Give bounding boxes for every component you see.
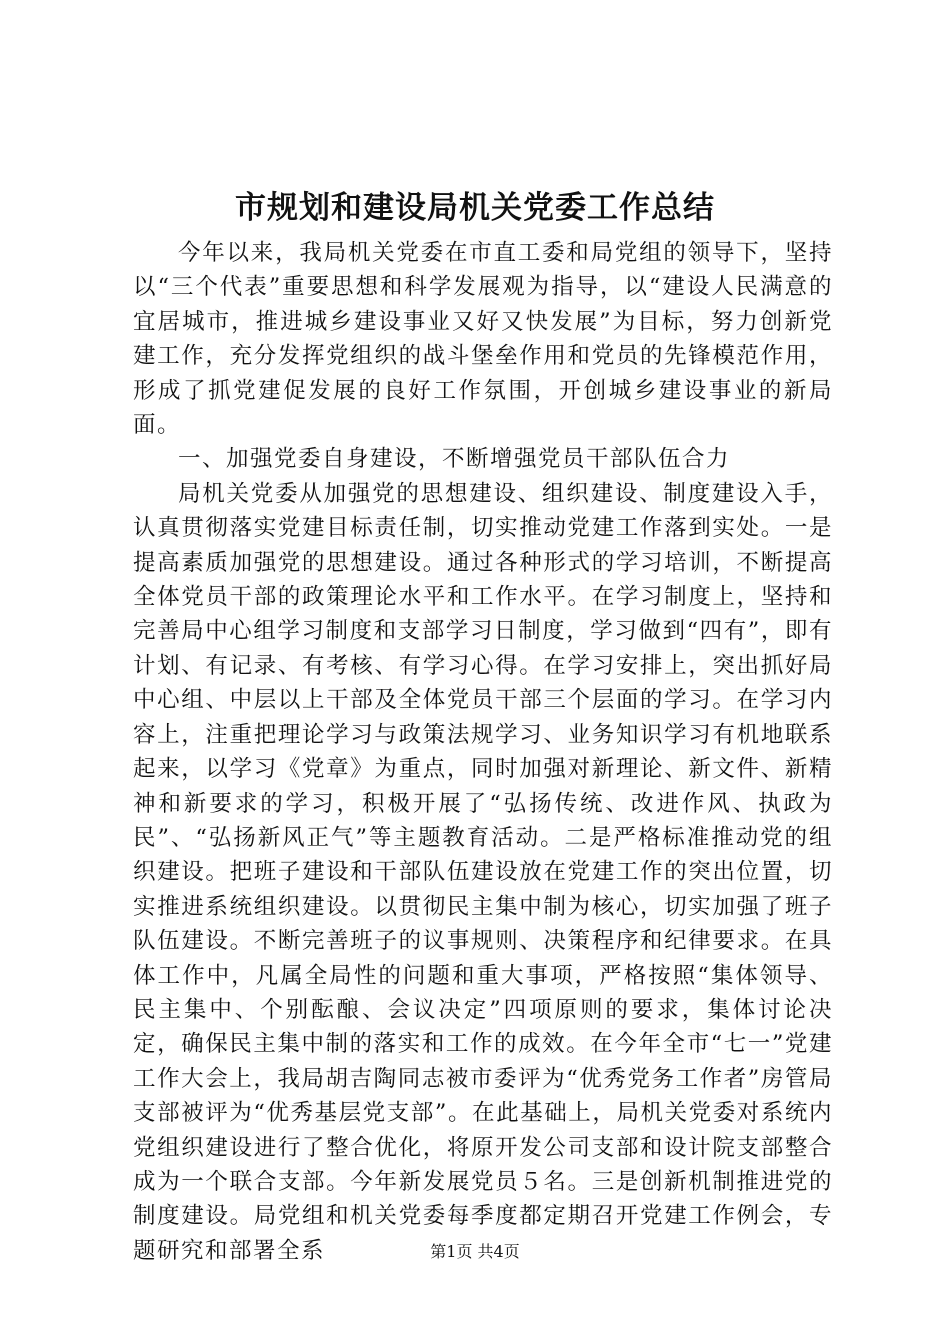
page-number-footer: 第1页 共4页	[430, 1242, 520, 1261]
document-body	[133, 236, 833, 1268]
intro-paragraph: 今年以来，我局机关党委在市直工委和局党组的领导下，坚持以“三个代表”重要思想和科学发展观为指导，以“建设人民满意的宜居城市，推进城乡建设事业又好又快发展”为目标，努力创新党建工作，充分发挥党组织的战斗堡垒作用和党员的先锋模范作用，形成了抓党建促发展的良好工作氛围，开创城乡建设事业的新局面。	[133, 240, 833, 439]
section-paragraph-1: 局机关党委从加强党的思想建设、组织建设、制度建设入手，认真贯彻落实党建目标责任制，切实推动党建工作落到实处。一是提高素质加强党的思想建设。通过各种形式的学习培训，不断提高全体党员干部的政策理论水平和工作水平。在学习制度上，坚持和完善局中心组学习制度和支部学习日制度，学习做到“四有”，即有计划、有记录、有考核、有学习心得。在学习安排上，突出抓好局中心组、中层以上干部及全体党员干部三个层面的学习。在学习内容上，注重把理论学习与政策法规学习、业务知识学习有机地联系起来，以学习《党章》为重点，同时加强对新理论、新文件、新精神和新要求的学习，积极开展了“弘扬传统、改进作风、执政为民”、“弘扬新风正气”等主题教育活动。二是严格标准推动党的组织建设。把班子建设和干部队伍建设放在党建工作的突出位置，切实推进系统组织建设。以贯彻民主集中制为核心，切实加强了班子队伍建设。不断完善班子的议事规则、决策程序和纪律要求。在具体工作中，凡属全局性的问题和重大事项，严格按照“集体领导、民主集中、个别酝酿、会议决定”四项原则的要求，集体讨论决定，确保民主集中制的落实和工作的成效。在今年全市“七一”党建工作大会上，我局胡吉陶同志被市委评为“优秀党务工作者”房管局支部被评为“优秀基层党支部”。在此基础上，局机关党委对系统内党组织建设进行了整合优化，将原开发公司支部和设计院支部整合成为一个联合支部。今年新发展党员５名。三是创新机制推进党的制度建设。局党组和机关党委每季度都定期召开党建工作例会，专题研究和部署全系	[133, 480, 833, 1264]
section-heading-1: 一、加强党委自身建设，不断增强党员干部队伍合力	[178, 446, 731, 473]
document-title: 市规划和建设局机关党委工作总结	[235, 190, 715, 226]
